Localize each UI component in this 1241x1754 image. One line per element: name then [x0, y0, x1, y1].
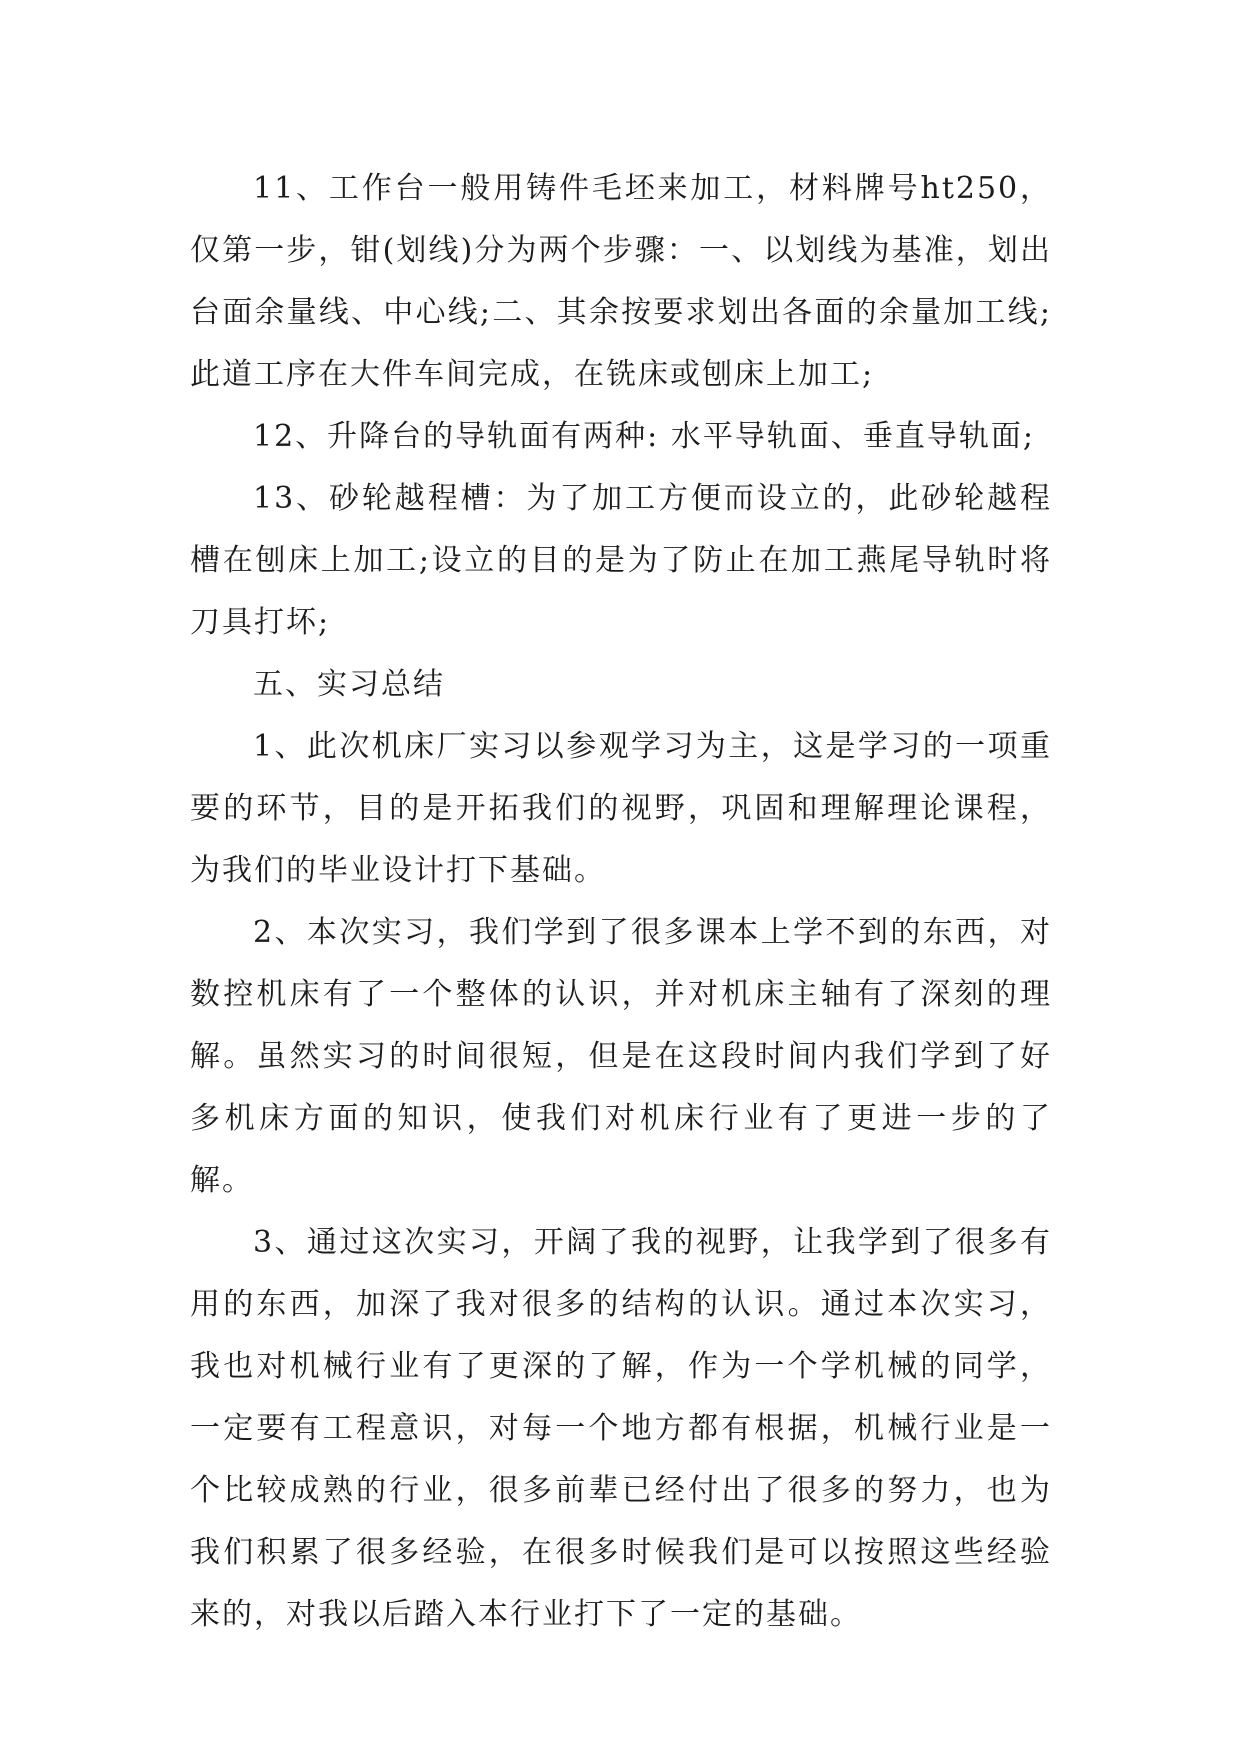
paragraph-summary-3: 3、通过这次实习，开阔了我的视野，让我学到了很多有用的东西，加深了我对很多的结构的认识。通过本次实习，我也对机械行业有了更深的了解，作为一个学机械的同学，一定要有工程意识，对每一个地方都有根据，机械行业是一个比较成熟的行业，很多前辈已经付出了很多的努力，也为我们积累了很多经验，在很多时候我们是可以按照这些经验来的，对我以后踏入本行业打下了一定的基础。 [190, 1225, 1052, 1632]
paragraph-summary-1: 1、此次机床厂实习以参观学习为主，这是学习的一项重要的环节，目的是开拓我们的视野，巩固和理解理论课程，为我们的毕业设计打下基础。 [190, 729, 1052, 888]
section-heading-summary: 五、实习总结 [253, 667, 445, 702]
paragraph-11-workbench: 11、工作台一般用铸件毛坯来加工，材料牌号ht250，仅第一步，钳(划线)分为两个步骤：一、以划线为基准，划出台面余量线、中心线;二、其余按要求划出各面的余量加工线;此道工序在大件车间完成，在铣床或刨床上加工; [190, 171, 1052, 392]
paragraph-summary-2: 2、本次实习，我们学到了很多课本上学不到的东西，对数控机床有了一个整体的认识，并对机床主轴有了深刻的理解。虽然实习的时间很短，但是在这段时间内我们学到了好多机床方面的知识，使我们对机床行业有了更进一步的了解。 [190, 915, 1052, 1198]
paragraph-13-grinding-groove: 13、砂轮越程槽：为了加工方便而设立的，此砂轮越程槽在刨床上加工;设立的目的是为了防止在加工燕尾导轨时将刀具打坏; [190, 481, 1052, 640]
paragraph-12-guide-rail: 12、升降台的导轨面有两种: 水平导轨面、垂直导轨面; [253, 419, 1035, 454]
document-page [190, 158, 1052, 1646]
